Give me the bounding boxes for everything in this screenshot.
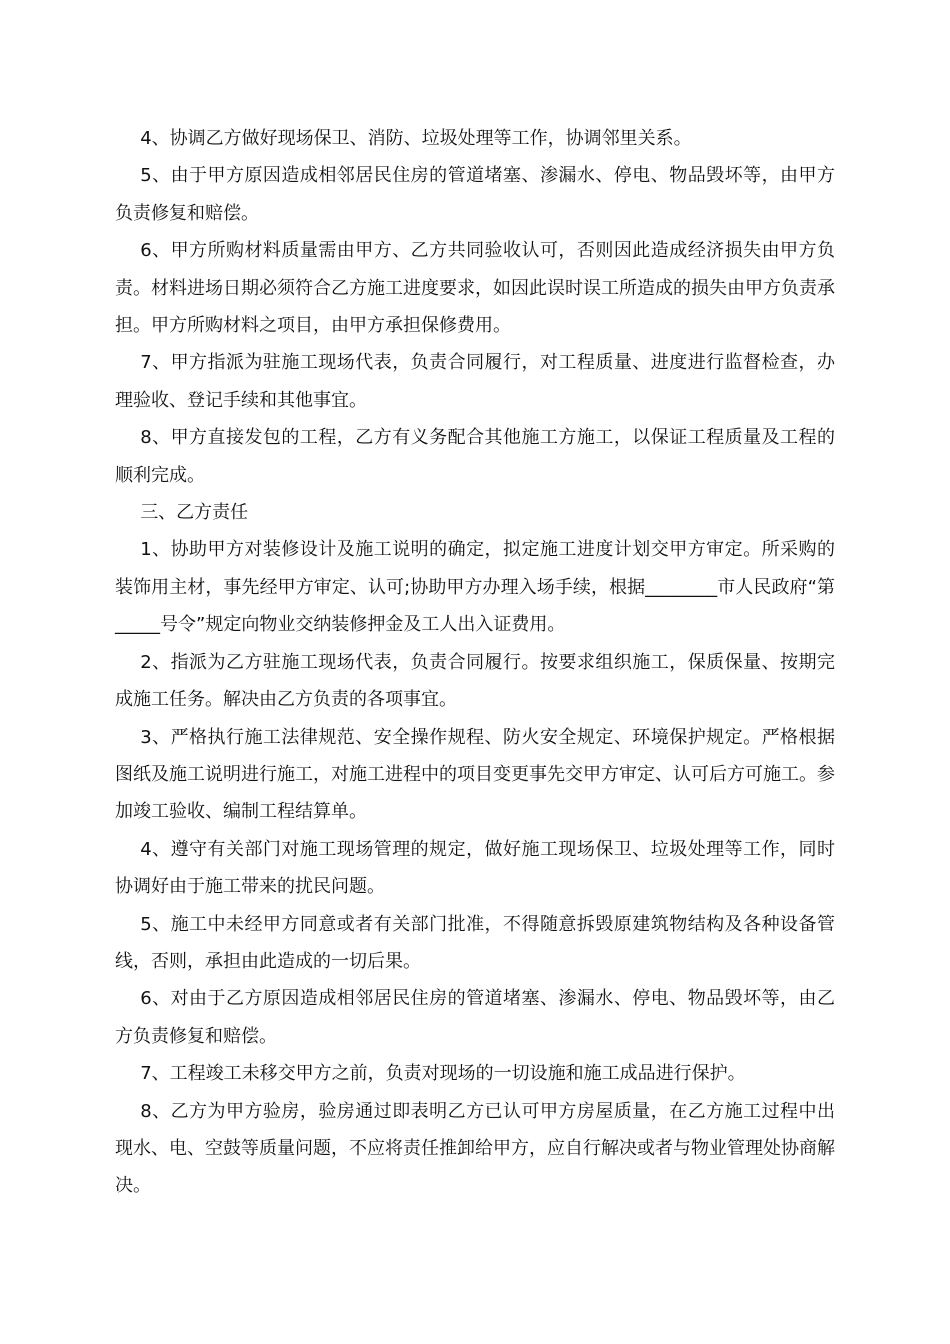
section-heading-party-b: 三、乙方责任 [140,502,249,524]
paragraph-party-b-7: 7、工程竣工未移交甲方之前，负责对现场的一切设施和施工成品进行保护。 [140,1063,746,1085]
paragraph-party-b-4: 4、遵守有关部门对施工现场管理的规定，做好施工现场保卫、垃圾处理等工作，同时协调好由于施工带来的扰民问题。 [115,838,835,898]
paragraph-party-b-3: 3、严格执行施工法律规范、安全操作规程、防火安全规定、环境保护规定。严格根据图纸及施工说明进行施工，对施工进程中的项目变更事先交甲方审定、认可后方可施工。参加竣工验收、编制工程结算单。 [115,726,835,823]
paragraph-party-b-6: 6、对由于乙方原因造成相邻居民住房的管道堵塞、渗漏水、停电、物品毁坏等，由乙方负责修复和赔偿。 [115,988,835,1047]
paragraph-party-b-8: 8、乙方为甲方验房，验房通过即表明乙方已认可甲方房屋质量，在乙方施工过程中出现水、电、空鼓等质量问题，不应将责任推卸给甲方，应自行解决或者与物业管理处协商解决。 [115,1100,835,1197]
paragraph-party-a-5: 5、由于甲方原因造成相邻居民住房的管道堵塞、渗漏水、停电、物品毁坏等，由甲方负责修复和赔偿。 [115,165,835,224]
paragraph-party-a-7: 7、甲方指派为驻施工现场代表，负责合同履行，对工程质量、进度进行监督检查，办理验收、登记手续和其他事宜。 [115,352,835,411]
paragraph-party-a-4: 4、协调乙方做好现场保卫、消防、垃圾处理等工作，协调邻里关系。 [140,128,692,149]
paragraph-party-b-2: 2、指派为乙方驻施工现场代表，负责合同履行。按要求组织施工，保质保量、按期完成施工任务。解决由乙方负责的各项事宜。 [115,651,835,711]
paragraph-party-a-8: 8、甲方直接发包的工程，乙方有义务配合其他施工方施工，以保证工程质量及工程的顺利完成。 [115,427,835,486]
paragraph-party-b-1: 1、协助甲方对装修设计及施工说明的确定，拟定施工进度计划交甲方审定。所采购的装饰用主材，事先经甲方审定、认可;协助甲方办理入场手续，根据________市人民政府“第_____号令”规定向物业交纳装修押金及工人出入证费用。 [115,539,835,636]
document-body [115,120,835,1205]
paragraph-party-a-6: 6、甲方所购材料质量需由甲方、乙方共同验收认可，否则因此造成经济损失由甲方负责。材料进场日期必须符合乙方施工进度要求，如因此误时误工所造成的损失由甲方负责承担。甲方所购材料之项目，由甲方承担保修费用。 [115,240,835,337]
paragraph-party-b-5: 5、施工中未经甲方同意或者有关部门批准，不得随意拆毁原建筑物结构及各种设备管线，否则，承担由此造成的一切后果。 [115,913,835,972]
